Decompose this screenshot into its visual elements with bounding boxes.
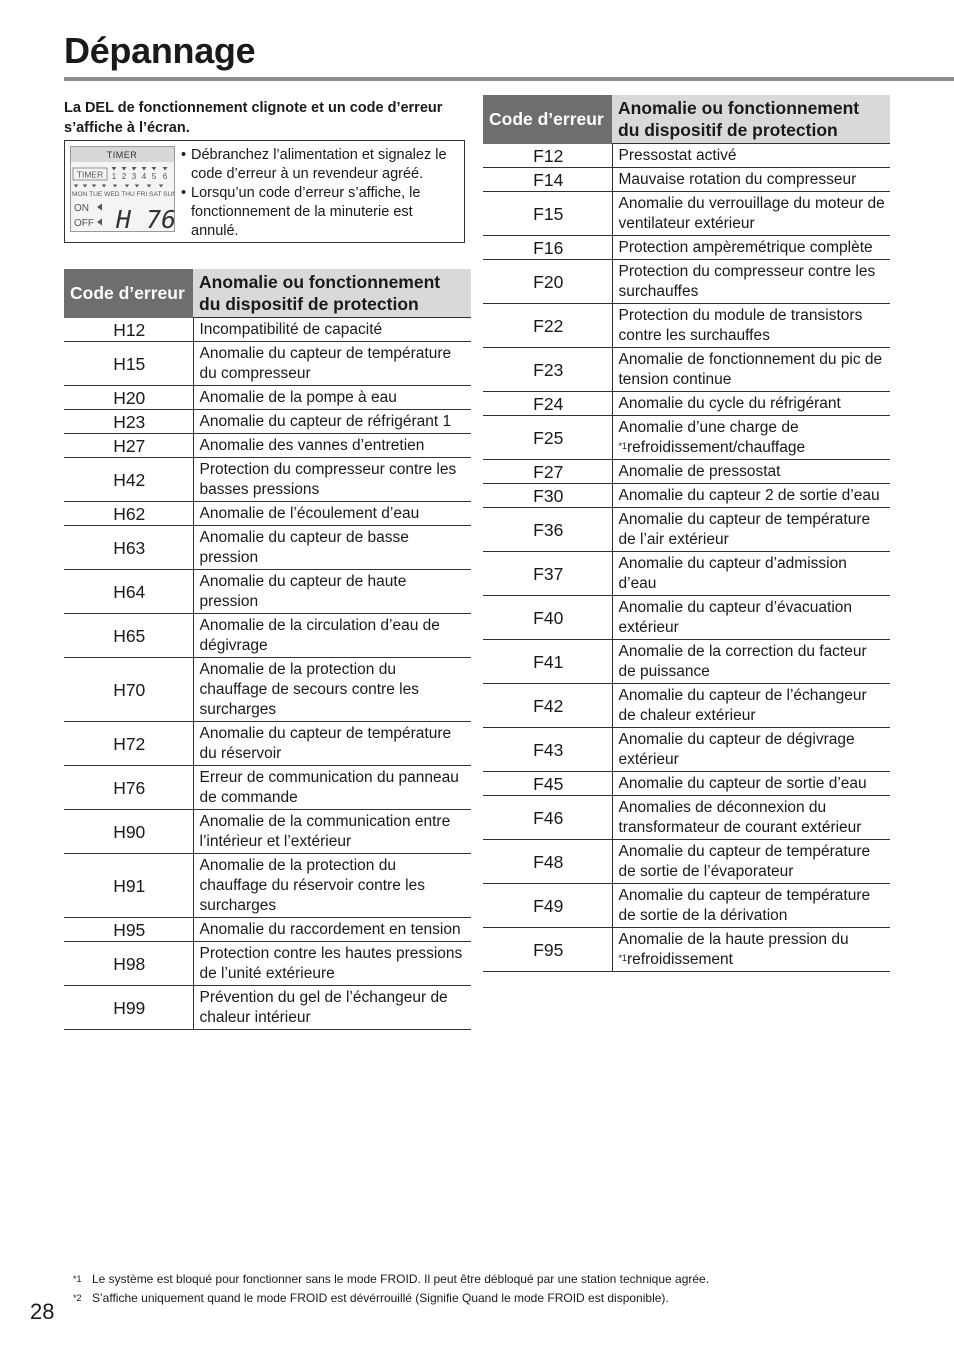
lcd-on-label: ON: [74, 203, 89, 214]
table-row: [483, 236, 890, 260]
footnote-marker: *1: [618, 441, 628, 451]
description-cell: Anomalie du verrouillage du moteur de ventilateur extérieur: [612, 192, 890, 236]
description-cell: Mauvaise rotation du compresseur: [612, 168, 890, 192]
error-code-cell: H15: [64, 342, 193, 386]
table-row: [64, 318, 471, 342]
table-row: [483, 684, 890, 728]
table-row: [483, 416, 890, 460]
description-cell: Anomalie du capteur 2 de sortie d’eau: [612, 484, 890, 508]
error-code-cell: F14: [483, 168, 612, 192]
lcd-digit: 4: [141, 172, 147, 181]
lcd-timer-tag: TIMER: [76, 169, 104, 180]
error-code-cell: H90: [64, 810, 193, 854]
description-cell: Anomalie de fonctionnement du pic de tension continue: [612, 348, 890, 392]
error-code-cell: H98: [64, 942, 193, 986]
description-cell: Anomalies de déconnexion du transformateur de courant extérieur: [612, 796, 890, 840]
table-row: [64, 766, 471, 810]
description-cell: Anomalie du capteur d’évacuation extérieur: [612, 596, 890, 640]
description-cell: Anomalie de l’écoulement d’eau: [193, 502, 471, 526]
table-header-row: [64, 269, 471, 318]
error-code-cell: F40: [483, 596, 612, 640]
table-row: [64, 502, 471, 526]
footnotes: [73, 1270, 709, 1308]
lcd-digit: 3: [131, 172, 137, 181]
lcd-drawing: [71, 147, 174, 231]
error-code-cell: H65: [64, 614, 193, 658]
description-text: refroidissement/chauffage: [627, 439, 806, 456]
digit-arrow-icon: [132, 167, 137, 171]
table-row: [64, 722, 471, 766]
description-cell: Anomalie du capteur de température du compresseur: [193, 342, 471, 386]
table-row: [483, 796, 890, 840]
description-cell: Anomalie du capteur de l’échangeur de chaleur extérieur: [612, 684, 890, 728]
table-row: [483, 392, 890, 416]
footnote-1: [73, 1270, 709, 1289]
footnote-marker: *1: [618, 953, 628, 963]
table-row: [64, 658, 471, 722]
description-cell: Erreur de communication du panneau de commande: [193, 766, 471, 810]
table-row: [64, 458, 471, 502]
description-cell: Pressostat activé: [612, 144, 890, 168]
lcd-digit: 5: [151, 172, 157, 181]
off-arrow-icon: [97, 219, 102, 226]
table-row: [483, 192, 890, 236]
footnote-marker: *1: [73, 1274, 82, 1284]
table-row: [64, 342, 471, 386]
description-cell: Anomalie du capteur de haute pression: [193, 570, 471, 614]
error-code-table-f: [483, 95, 890, 972]
lcd-timer-label: TIMER: [106, 150, 138, 160]
error-code-cell: H70: [64, 658, 193, 722]
description-cell: Anomalie du capteur de température de l’air extérieur: [612, 508, 890, 552]
error-code-cell: F95: [483, 928, 612, 972]
table-row: [64, 386, 471, 410]
description-cell: Anomalie de la protection du chauffage du réservoir contre les surcharges: [193, 854, 471, 918]
table-row: [64, 614, 471, 658]
lcd-error-code: H 76: [116, 205, 174, 231]
table-header-row: [483, 95, 890, 144]
error-code-cell: H95: [64, 918, 193, 942]
day-arrow-icon: [102, 185, 106, 188]
intro-notes: [181, 146, 463, 241]
error-code-cell: F23: [483, 348, 612, 392]
day-arrow-icon: [92, 185, 96, 188]
day-arrow-icon: [147, 185, 151, 188]
error-code-cell: F37: [483, 552, 612, 596]
description-cell: Anomalie du capteur de sortie d’eau: [612, 772, 890, 796]
lcd-digit: 6: [162, 172, 168, 181]
title-divider: [64, 77, 954, 81]
error-code-cell: F48: [483, 840, 612, 884]
error-code-cell: F30: [483, 484, 612, 508]
error-code-cell: F27: [483, 460, 612, 484]
day-arrow-icon: [113, 185, 117, 188]
description-cell: Anomalie du capteur de température de sortie de l’évaporateur: [612, 840, 890, 884]
table-row: [483, 348, 890, 392]
description-text: Anomalie d’une charge de: [618, 419, 799, 436]
footnote-text: S’affiche uniquement quand le mode FROID est dévérrouillé (Signifie Quand le mode FROID est disponible).: [92, 1291, 669, 1305]
day-arrow-icon: [74, 185, 78, 188]
day-arrow-icon: [159, 185, 163, 188]
table-row: [483, 144, 890, 168]
description-cell: Incompatibilité de capacité: [193, 318, 471, 342]
error-code-cell: H42: [64, 458, 193, 502]
error-code-cell: F25: [483, 416, 612, 460]
table-row: [64, 854, 471, 918]
error-code-cell: H63: [64, 526, 193, 570]
error-code-cell: F12: [483, 144, 612, 168]
error-code-cell: F16: [483, 236, 612, 260]
day-arrow-icon: [135, 185, 139, 188]
table-row: [64, 570, 471, 614]
description-cell: Anomalie de pressostat: [612, 460, 890, 484]
table-row: [64, 526, 471, 570]
description-cell: Anomalie de la circulation d’eau de dégivrage: [193, 614, 471, 658]
column-header-code: Code d’erreur: [483, 95, 612, 144]
error-display-box: [64, 140, 465, 243]
table-row: [483, 728, 890, 772]
error-code-cell: H72: [64, 722, 193, 766]
footnote-text: Le système est bloqué pour fonctionner sans le mode FROID. Il peut être débloqué par une station technique agrée.: [92, 1272, 710, 1286]
description-cell: Anomalie de la protection du chauffage de secours contre les surcharges: [193, 658, 471, 722]
description-cell: Anomalie de la correction du facteur de puissance: [612, 640, 890, 684]
note-item: • Lorsqu’un code d’erreur s’affiche, le fonctionnement de la minuterie est annulé.: [181, 184, 463, 241]
error-code-cell: F36: [483, 508, 612, 552]
error-code-cell: F43: [483, 728, 612, 772]
column-header-code: Code d’erreur: [64, 269, 193, 318]
table-row: [483, 260, 890, 304]
digit-arrow-icon: [122, 167, 127, 171]
on-arrow-icon: [97, 204, 102, 211]
description-text: refroidissement: [627, 951, 733, 968]
table-row: [483, 928, 890, 972]
table-row: [483, 772, 890, 796]
digit-arrow-icon: [152, 167, 157, 171]
error-code-cell: F15: [483, 192, 612, 236]
page-number: 28: [30, 1299, 55, 1324]
description-cell: Anomalie du capteur de dégivrage extérieur: [612, 728, 890, 772]
description-cell: Anomalie du capteur de basse pression: [193, 526, 471, 570]
table-row: [483, 508, 890, 552]
column-header-description: Anomalie ou fonctionnement du dispositif de protection: [193, 269, 471, 318]
description-cell: Protection du module de transistors contre les surchauffes: [612, 304, 890, 348]
error-code-cell: H62: [64, 502, 193, 526]
description-cell: Protection du compresseur contre les basses pressions: [193, 458, 471, 502]
error-code-cell: F24: [483, 392, 612, 416]
error-code-cell: F45: [483, 772, 612, 796]
table-row: [64, 434, 471, 458]
description-cell: Anomalie du raccordement en tension: [193, 918, 471, 942]
description-cell: Anomalie de la communication entre l’intérieur et l’extérieur: [193, 810, 471, 854]
error-code-cell: F49: [483, 884, 612, 928]
column-header-description: Anomalie ou fonctionnement du dispositif de protection: [612, 95, 890, 144]
day-arrow-icon: [125, 185, 129, 188]
error-code-cell: H76: [64, 766, 193, 810]
description-cell: Anomalie du cycle du réfrigérant: [612, 392, 890, 416]
table-row: [483, 552, 890, 596]
table-row: [483, 884, 890, 928]
error-code-cell: H23: [64, 410, 193, 434]
description-cell: [612, 928, 890, 972]
error-code-cell: F41: [483, 640, 612, 684]
table-row: [64, 986, 471, 1030]
error-code-cell: H64: [64, 570, 193, 614]
error-code-cell: H20: [64, 386, 193, 410]
lcd-digit: 2: [121, 172, 127, 181]
lcd-weekdays: MON TUE WED THU FRI SAT SUN: [72, 191, 174, 198]
error-code-cell: F20: [483, 260, 612, 304]
lcd-digit: 1: [111, 172, 117, 181]
digit-arrow-icon: [142, 167, 147, 171]
footnote-marker: *2: [73, 1293, 82, 1303]
description-cell: Anomalie du capteur de température du réservoir: [193, 722, 471, 766]
table-row: [483, 596, 890, 640]
table-row: [64, 810, 471, 854]
description-cell: Anomalie du capteur d’admission d’eau: [612, 552, 890, 596]
table-row: [64, 410, 471, 434]
intro-heading: La DEL de fonctionnement clignote et un code d’erreur s’affiche à l’écran.: [64, 100, 443, 136]
error-code-table-h: [64, 269, 471, 1030]
error-code-cell: F42: [483, 684, 612, 728]
description-cell: Anomalie des vannes d’entretien: [193, 434, 471, 458]
day-arrow-icon: [83, 185, 87, 188]
error-code-cell: H12: [64, 318, 193, 342]
error-code-cell: H99: [64, 986, 193, 1030]
footnote-2: [73, 1289, 709, 1308]
note-item: • Débranchez l’alimentation et signalez le code d’erreur à un revendeur agréé.: [181, 146, 463, 184]
table-row: [483, 304, 890, 348]
error-code-cell: F22: [483, 304, 612, 348]
description-cell: Prévention du gel de l’échangeur de chaleur intérieur: [193, 986, 471, 1030]
digit-arrow-icon: [112, 167, 117, 171]
description-cell: Protection contre les hautes pressions de l’unité extérieure: [193, 942, 471, 986]
remote-lcd-display: [70, 146, 175, 232]
description-cell: Protection ampèremétrique complète: [612, 236, 890, 260]
table-row: [483, 840, 890, 884]
page-title: Dépannage: [64, 30, 256, 71]
table-row: [483, 640, 890, 684]
description-cell: [612, 416, 890, 460]
table-row: [483, 484, 890, 508]
error-code-cell: H27: [64, 434, 193, 458]
table-row: [483, 460, 890, 484]
lcd-off-label: OFF: [74, 218, 94, 229]
error-code-cell: H91: [64, 854, 193, 918]
description-cell: Anomalie du capteur de réfrigérant 1: [193, 410, 471, 434]
description-cell: Protection du compresseur contre les surchauffes: [612, 260, 890, 304]
description-text: Anomalie de la haute pression du: [618, 931, 849, 948]
table-row: [64, 918, 471, 942]
description-cell: Anomalie de la pompe à eau: [193, 386, 471, 410]
table-row: [64, 942, 471, 986]
description-cell: Anomalie du capteur de température de sortie de la dérivation: [612, 884, 890, 928]
table-row: [483, 168, 890, 192]
error-code-cell: F46: [483, 796, 612, 840]
digit-arrow-icon: [163, 167, 168, 171]
